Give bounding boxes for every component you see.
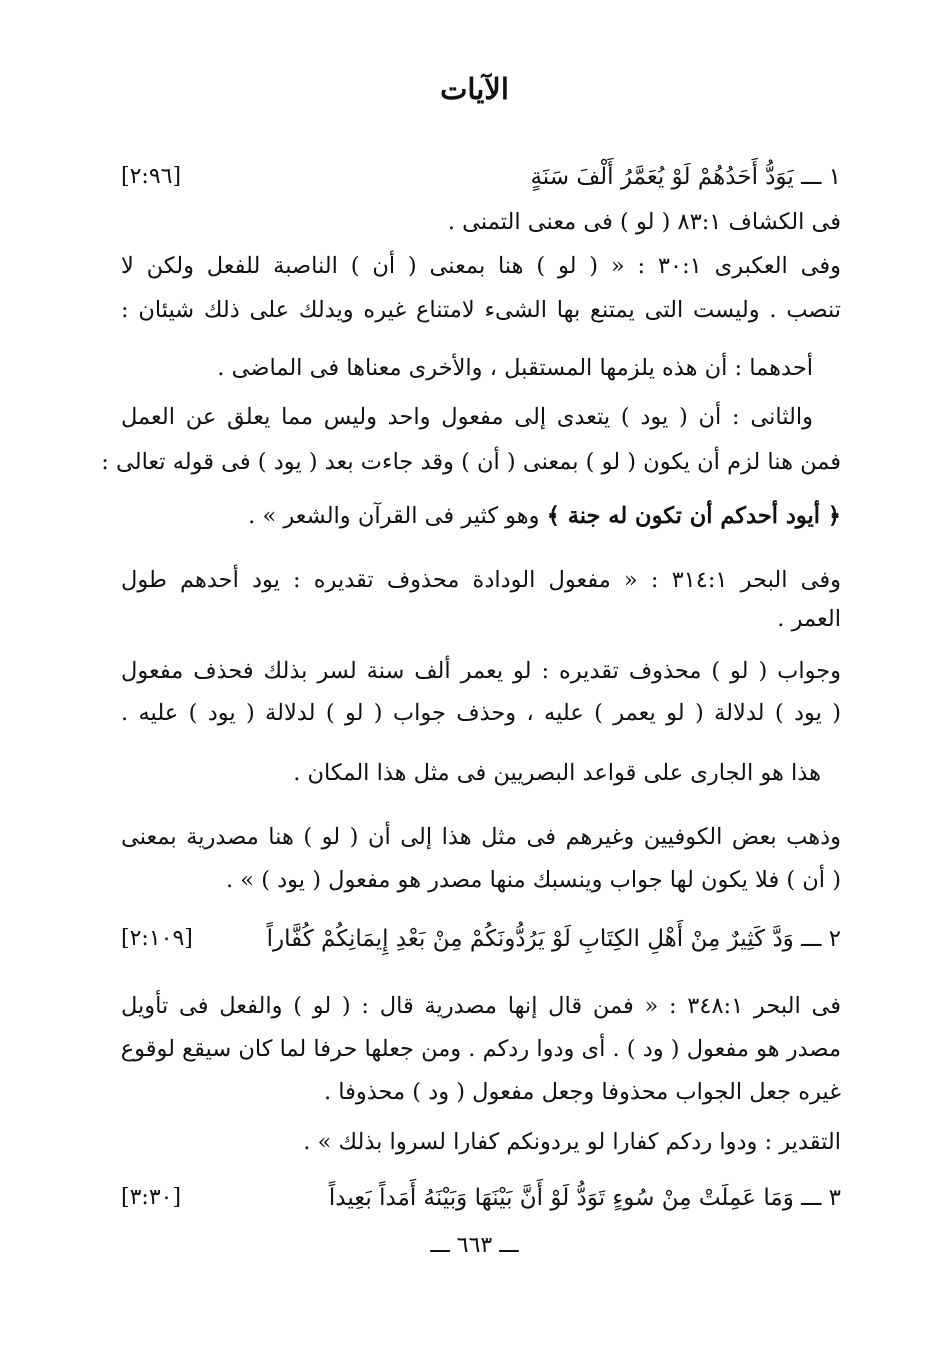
text-line: أحدهما : أن هذه يلزمها المستقبل ، والأخرى معناها فى الماضى . <box>217 355 813 381</box>
text-line: فى البحر ٣٤٨:١ : « فمن قال إنها مصدرية قال : ( لو ) والفعل فى تأويل <box>121 993 841 1019</box>
verse-2 <box>121 922 841 956</box>
text-line: وفى العكبرى ٣٠:١ : « ( لو ) هنا بمعنى ( أن ) الناصبة للفعل ولكن لا <box>121 253 841 279</box>
verse-1 <box>121 160 841 194</box>
text-line: تنصب . وليست التى يمتنع بها الشىء لامتناع غيره ويدلك على ذلك شيئان : <box>121 297 841 323</box>
verse-2-reference: [٢:١٠٩] <box>121 926 193 951</box>
text-line: فى الكشاف ٨٣:١ ( لو ) فى معنى التمنى . <box>447 209 841 235</box>
text-line: العمر . <box>777 606 841 632</box>
quote-continuation: وهو كثير فى القرآن والشعر » . <box>248 503 547 529</box>
verse-3-text: ٣ ـــ وَمَا عَمِلَتْ مِنْ سُوءٍ تَوَدُّ لَوْ أَنَّ بَيْنَهَا وَبَيْنَهُ أَمَداً بَعِيداً <box>328 1185 841 1211</box>
verse-3 <box>121 1181 841 1215</box>
page-title: الآيات <box>440 72 509 106</box>
text-line: ( يود ) لدلالة ( لو يعمر ) عليه ، وحذف جواب ( لو ) لدلالة ( يود ) عليه . <box>121 700 841 726</box>
text-line: التقدير : ودوا ردكم كفارا لو يردونكم كفارا لسروا بذلك » . <box>303 1129 841 1155</box>
text-line: وذهب بعض الكوفيين وغيرهم فى مثل هذا إلى أن ( لو ) هنا مصدرية بمعنى <box>121 824 841 850</box>
page-number: ـــ ٦٦٣ ـــ <box>430 1233 519 1258</box>
verse-3-reference: [٣:٣٠] <box>121 1185 182 1210</box>
text-line: مصدر هو مفعول ( ود ) . أى ودوا ردكم . ومن جعلها حرفا لما كان سيقع لوقوع <box>120 1036 841 1062</box>
text-line: ( أن ) فلا يكون لها جواب وينسبك منها مصدر هو مفعول ( يود ) » . <box>225 867 841 893</box>
text-line: غيره جعل الجواب محذوفا وجعل مفعول ( ود ) محذوفا . <box>323 1079 841 1105</box>
verse-1-reference: [٢:٩٦] <box>121 164 182 189</box>
text-line: والثانى : أن ( يود ) يتعدى إلى مفعول واحد وليس مما يعلق عن العمل <box>121 404 813 430</box>
quran-quote-line <box>121 500 841 532</box>
text-line: وجواب ( لو ) محذوف تقديره : لو يعمر ألف سنة لسر بذلك فحذف مفعول <box>121 658 841 684</box>
text-line: فمن هنا لزم أن يكون ( لو ) بمعنى ( أن ) وقد جاءت بعد ( يود ) فى قوله تعالى : <box>101 449 841 475</box>
quran-quote: ﴿ أيود أحدكم أن تكون له جنة ﴾ <box>546 503 841 529</box>
verse-1-text: ١ ـــ يَوَدُّ أَحَدُهُمْ لَوْ يُعَمَّرُ أَلْفَ سَنَةٍ <box>530 164 841 190</box>
verse-2-text: ٢ ـــ وَدَّ كَثِيرٌ مِنْ أَهْلِ الكِتَابِ لَوْ يَرُدُّونَكُمْ مِنْ بَعْدِ إِيمَانِكُمْ كُفَّاراً <box>266 926 841 952</box>
text-line: وفى البحر ٣١٤:١ : « مفعول الودادة محذوف تقديره : يود أحدهم طول <box>121 567 842 593</box>
text-line: هذا هو الجارى على قواعد البصريين فى مثل هذا المكان . <box>293 760 821 786</box>
